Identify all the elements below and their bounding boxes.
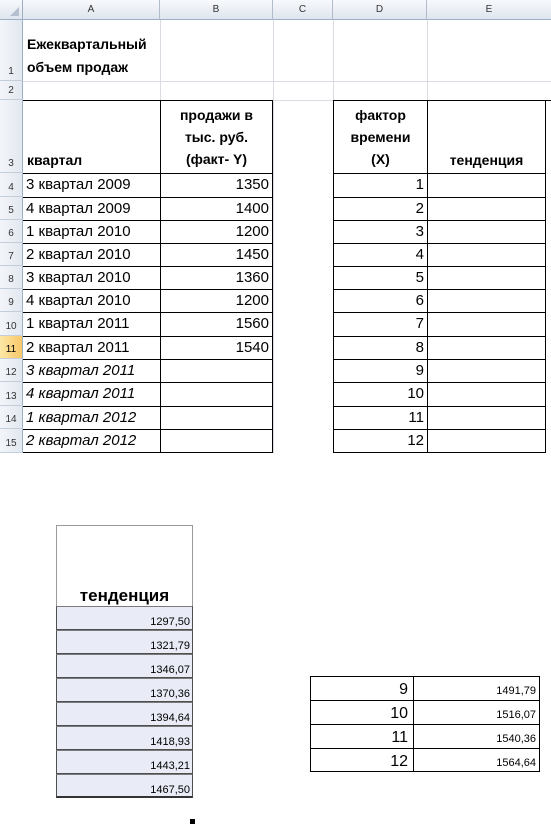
row-header-5[interactable]: 5 xyxy=(0,197,23,220)
header-factor-line-2: времени xyxy=(350,129,411,145)
row-header-12[interactable]: 12 xyxy=(0,359,23,382)
cell-factor[interactable]: 3 xyxy=(415,223,424,240)
table-border xyxy=(545,100,546,453)
fill-handle[interactable] xyxy=(190,819,195,824)
gridline xyxy=(333,20,334,100)
cell-sales[interactable]: 1560 xyxy=(235,315,269,332)
trend-value-cell[interactable]: 1467,50 xyxy=(56,774,193,798)
cell-quarter-forecast[interactable]: 1 квартал 2012 xyxy=(26,409,137,426)
cell-factor[interactable]: 1 xyxy=(415,176,424,193)
forecast-value-cell[interactable]: 1540,36 xyxy=(414,724,540,748)
trend-value-cell[interactable]: 1297,50 xyxy=(56,606,193,630)
cell-quarter[interactable]: 3 квартал 2009 xyxy=(26,176,131,193)
cell-factor[interactable]: 7 xyxy=(415,315,424,332)
column-header-b[interactable]: B xyxy=(160,0,273,20)
trend-value-cell[interactable]: 1443,21 xyxy=(56,750,193,774)
forecast-row xyxy=(310,724,540,748)
forecast-x-cell[interactable]: 9 xyxy=(310,676,414,700)
table-border xyxy=(23,100,273,101)
trend-value-cell[interactable]: 1394,64 xyxy=(56,702,193,726)
cell-sales[interactable]: 1350 xyxy=(235,176,269,193)
forecast-row xyxy=(310,676,540,700)
cell-quarter[interactable]: 4 квартал 2010 xyxy=(26,292,131,309)
table-border xyxy=(333,452,546,453)
row-header-2[interactable]: 2 xyxy=(0,81,23,100)
row-header-11-selected[interactable]: 11 xyxy=(0,336,23,359)
cell-quarter-forecast[interactable]: 3 квартал 2011 xyxy=(26,362,136,379)
cell-factor[interactable]: 2 xyxy=(415,200,424,217)
header-sales-line-3: (факт- Y) xyxy=(185,151,248,167)
cell-sales[interactable]: 1360 xyxy=(235,269,269,286)
cell-quarter[interactable]: 1 квартал 2011 xyxy=(26,315,130,332)
cell-quarter[interactable]: 3 квартал 2010 xyxy=(26,269,131,286)
row-header-1[interactable]: 1 xyxy=(0,20,23,81)
row-header-4[interactable]: 4 xyxy=(0,173,23,197)
cell-a1-title[interactable] xyxy=(24,33,164,79)
trend-header-label: тенденция xyxy=(79,586,170,605)
column-header-c[interactable]: C xyxy=(273,0,333,20)
title-line-1: Ежеквартальный xyxy=(27,36,147,52)
row-header-8[interactable]: 8 xyxy=(0,266,23,289)
table-border xyxy=(272,100,273,453)
row-header-13[interactable]: 13 xyxy=(0,382,23,406)
header-trend[interactable]: тенденция xyxy=(449,152,524,168)
cell-quarter[interactable]: 1 квартал 2010 xyxy=(26,223,131,240)
cell-factor[interactable]: 9 xyxy=(415,362,424,379)
forecast-value-cell[interactable]: 1564,64 xyxy=(414,748,540,772)
cell-factor[interactable]: 5 xyxy=(415,269,424,286)
trend-value-cell[interactable]: 1370,36 xyxy=(56,678,193,702)
cell-factor[interactable]: 8 xyxy=(415,339,424,356)
header-factor-line-1: фактор xyxy=(355,107,406,123)
cell-sales[interactable]: 1400 xyxy=(235,200,269,217)
header-factor[interactable] xyxy=(334,104,427,170)
forecast-value-cell[interactable]: 1516,07 xyxy=(414,700,540,724)
forecast-x-cell[interactable]: 11 xyxy=(310,724,414,748)
header-sales[interactable] xyxy=(161,104,272,170)
trend-header-cell[interactable] xyxy=(56,525,193,606)
row-header-9[interactable]: 9 xyxy=(0,289,23,312)
column-header-e[interactable]: E xyxy=(427,0,551,20)
row-header-14[interactable]: 14 xyxy=(0,406,23,429)
cell-factor[interactable]: 10 xyxy=(407,385,424,402)
trend-value-cell[interactable]: 1321,79 xyxy=(56,630,193,654)
column-header-a[interactable]: A xyxy=(23,0,160,20)
cell-sales[interactable]: 1540 xyxy=(235,339,269,356)
table-border xyxy=(23,452,273,453)
select-all-corner[interactable] xyxy=(0,0,23,20)
header-factor-line-3: (X) xyxy=(371,151,390,167)
cell-quarter[interactable]: 2 квартал 2010 xyxy=(26,246,131,263)
cell-factor[interactable]: 4 xyxy=(415,246,424,263)
cell-quarter-forecast[interactable]: 4 квартал 2011 xyxy=(26,385,136,402)
gridline xyxy=(273,20,274,453)
cell-factor[interactable]: 6 xyxy=(415,292,424,309)
forecast-value-cell[interactable]: 1491,79 xyxy=(414,676,540,700)
header-sales-line-2: тыс. руб. xyxy=(184,129,249,145)
forecast-row xyxy=(310,748,540,772)
header-quarter[interactable]: квартал xyxy=(27,152,83,168)
row-header-3[interactable]: 3 xyxy=(0,100,23,173)
cell-quarter-forecast[interactable]: 2 квартал 2012 xyxy=(26,432,137,449)
row-header-10[interactable]: 10 xyxy=(0,312,23,336)
row-header-15[interactable]: 15 xyxy=(0,429,23,453)
gridline xyxy=(427,20,428,100)
forecast-x-cell[interactable]: 10 xyxy=(310,700,414,724)
gridline xyxy=(23,81,551,82)
title-line-2: объем продаж xyxy=(27,59,129,75)
header-sales-line-1: продажи в xyxy=(179,107,254,123)
trend-value-cell[interactable]: 1346,07 xyxy=(56,654,193,678)
cell-sales[interactable]: 1200 xyxy=(235,223,269,240)
cell-sales[interactable]: 1200 xyxy=(235,292,269,309)
cell-quarter[interactable]: 2 квартал 2011 xyxy=(26,339,130,356)
column-header-d[interactable]: D xyxy=(333,0,427,20)
row-header-6[interactable]: 6 xyxy=(0,220,23,243)
row-header-7[interactable]: 7 xyxy=(0,243,23,266)
forecast-x-cell[interactable]: 12 xyxy=(310,748,414,772)
cell-quarter[interactable]: 4 квартал 2009 xyxy=(26,200,131,217)
forecast-row xyxy=(310,700,540,724)
cell-factor[interactable]: 12 xyxy=(407,432,424,449)
cell-factor[interactable]: 11 xyxy=(408,409,424,426)
cell-sales[interactable]: 1450 xyxy=(235,246,269,263)
trend-value-cell[interactable]: 1418,93 xyxy=(56,726,193,750)
table-border xyxy=(333,100,551,101)
